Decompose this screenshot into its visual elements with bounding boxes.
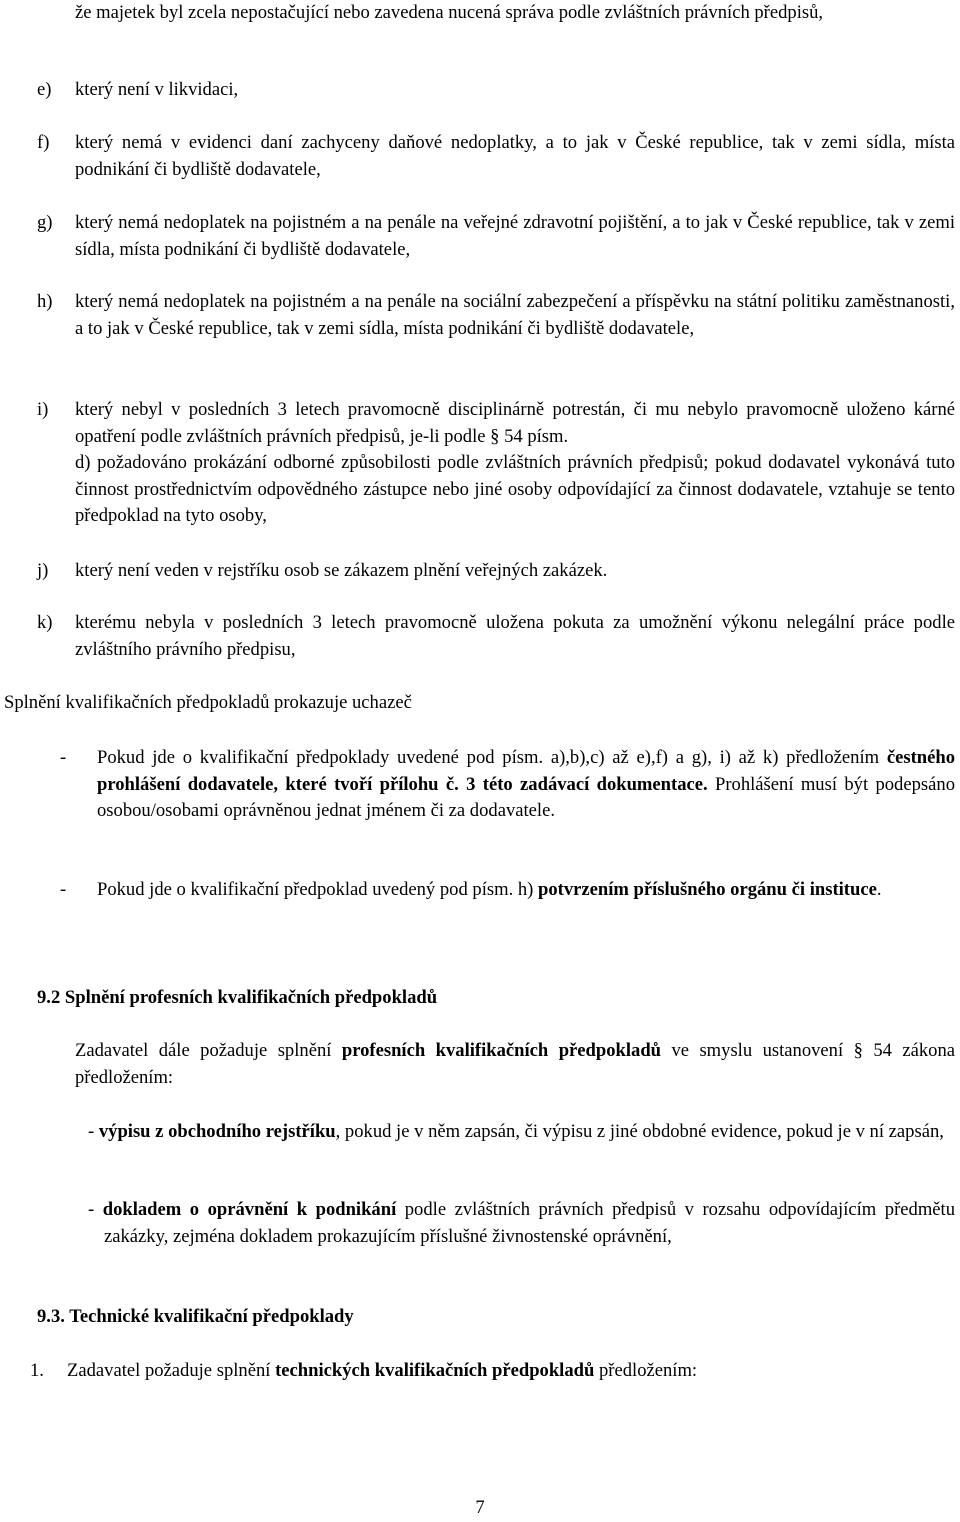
item-text-plain: předložením:: [594, 1360, 698, 1381]
sub-bullet-text: [88, 1197, 955, 1250]
para-text-bold: profesních kvalifikačních předpokladů: [341, 1040, 662, 1061]
sub-bullet-bold: dokladem o oprávnění k podnikání: [102, 1199, 397, 1220]
bullet-text-bold: potvrzením příslušného orgánu či instituce: [538, 879, 877, 900]
bullet-text-plain: Pokud jde o kvalifikační předpoklad uvedený pod písm. h): [97, 879, 539, 900]
para-text-plain: ve smyslu ustanovení § 54 zákona předložením:: [75, 1040, 956, 1088]
clause-text: který nemá nedoplatek na pojistném a na penále na sociální zabezpečení a příspěvku na státní politiku zaměstnanosti, a to jak v České republice, tak v zemi sídla, místa podnikání či bydliště dodavatele,: [75, 291, 955, 339]
para-text-plain: Zadavatel dále požaduje splnění: [75, 1040, 342, 1061]
numbered-item-text: [67, 1358, 697, 1385]
section-heading-9-2: [37, 985, 437, 1012]
clause-label: i): [37, 399, 49, 420]
sub-bullet-bold: výpisu z obchodního rejstříku: [98, 1121, 336, 1142]
sub-bullet-dash: -: [88, 1121, 99, 1142]
clause-label: e): [37, 79, 52, 100]
clause-label: h): [37, 291, 53, 312]
clause-i-continuation: d) požadováno prokázání odborné způsobilosti podle zvláštních právních předpisů; pokud dodavatel vykonává tuto činnost prostřednictvím odpovědného zástupce nebo jiné osoby odpovídající za činnost dodavatele, vztahuje se tento předpoklad na tyto osoby,: [75, 452, 955, 526]
sub-bullet-text: [88, 1119, 955, 1146]
qualification-lead: Splnění kvalifikačních předpokladů prokazuje uchazeč: [4, 692, 412, 713]
item-number: 1.: [30, 1360, 44, 1381]
dash-bullet-1: [60, 745, 955, 825]
sub-bullet-plain: , pokud je v něm zapsán, či výpisu z jiné obdobné evidence, pokud je v ní zapsán,: [335, 1121, 944, 1142]
clause-h: [37, 289, 955, 342]
clause-i: [37, 397, 955, 450]
section-title: Splnění profesních kvalifikačních předpokladů: [60, 987, 438, 1008]
page-number: 7: [475, 1497, 485, 1518]
clause-e: [37, 77, 955, 104]
section-number: 9.2: [37, 987, 61, 1008]
clause-text: který není v likvidaci,: [75, 79, 239, 100]
clause-text: který nebyl v posledních 3 letech pravomocně disciplinárně potrestán, či mu nebylo pravomocně uloženo kárné opatření podle zvláštních právních předpisů, je-li podle § 54 písm.: [75, 399, 955, 447]
clause-label: k): [37, 612, 53, 633]
bullet-text: [97, 877, 955, 904]
clause-text: který není veden v rejstříku osob se zákazem plnění veřejných zakázek.: [75, 560, 608, 581]
bullet-text-bold: čestného prohlášení dodavatele, které tvoří přílohu č. 3 této zadávací dokumentace.: [97, 747, 955, 795]
section-heading-9-3: 9.3. Technické kvalifikační předpoklady: [37, 1306, 354, 1327]
bullet-text-plain: Pokud jde o kvalifikační předpoklady uvedené pod písm. a),b),c) až e),f) a g), i) až k) předložením: [97, 747, 887, 768]
clause-text: který nemá v evidenci daní zachyceny daňové nedoplatky, a to jak v České republice, tak v zemi sídla, místa podnikání či bydliště dodavatele,: [75, 132, 955, 180]
clause-text: kterému nebyla v posledních 3 letech pravomocně uložena pokuta za umožnění výkonu nelegální práce podle zvláštního právního předpisu,: [75, 612, 955, 660]
clause-label: g): [37, 212, 53, 233]
sub-bullet-dash: -: [88, 1199, 103, 1220]
clause-g: [37, 210, 955, 263]
clause-label: j): [37, 560, 49, 581]
clause-j: [37, 558, 955, 585]
item-text-bold: technických kvalifikačních předpokladů: [275, 1360, 595, 1381]
clause-text: který nemá nedoplatek na pojistném a na penále na veřejné zdravotní pojištění, a to jak v České republice, tak v zemi sídla, místa podnikání či bydliště dodavatele,: [75, 212, 955, 260]
section-9-2-paragraph: [75, 1038, 955, 1091]
sub-bullet-2: [88, 1197, 955, 1250]
sub-bullet-plain: podle zvláštních právních předpisů v rozsahu odpovídajícím předmětu zakázky, zejména dokladem prokazujícím příslušné živnostenské oprávnění,: [104, 1199, 955, 1247]
sub-bullet-1: [88, 1119, 955, 1146]
bullet-text-plain: Prohlášení musí být podepsáno osobou/osobami oprávněnou jednat jménem či za dodavatele.: [97, 773, 955, 821]
continuation-text: že majetek byl zcela nepostačující nebo zavedena nucená správa podle zvláštních právních předpisů,: [75, 2, 824, 23]
bullet-text: [97, 745, 955, 825]
item-text-plain: Zadavatel požaduje splnění: [67, 1360, 276, 1381]
dash-mark: -: [60, 747, 67, 768]
bullet-text-plain: .: [876, 879, 882, 900]
dash-bullet-2: [60, 877, 955, 904]
clause-label: f): [37, 132, 50, 153]
clause-f: [37, 130, 955, 183]
numbered-item-1: [30, 1358, 697, 1385]
clause-k: [37, 610, 955, 663]
dash-mark: -: [60, 879, 67, 900]
